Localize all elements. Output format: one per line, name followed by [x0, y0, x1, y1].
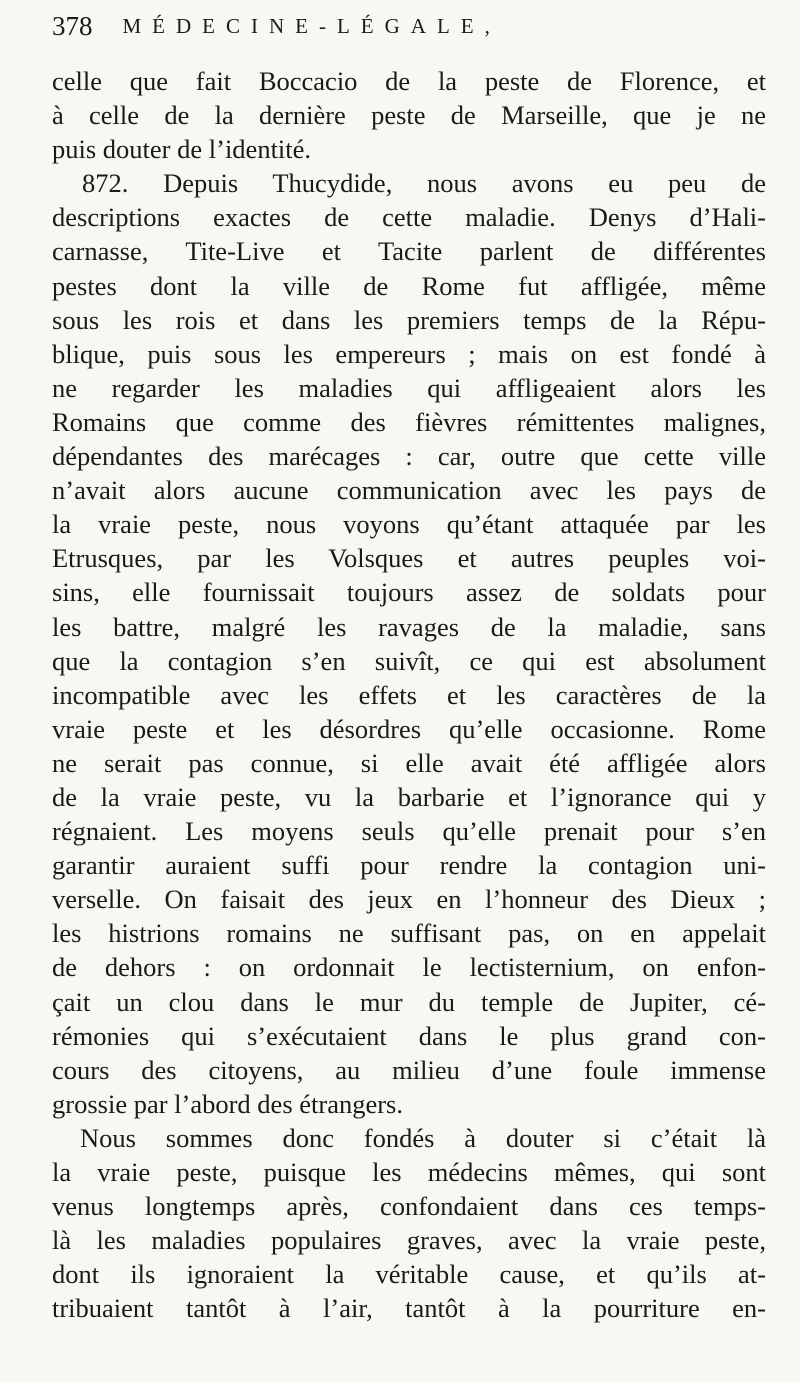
text-line: régnaient. Les moyens seuls qu’elle prenait pour s’en	[52, 816, 766, 847]
text-line: sins, elle fournissait toujours assez de soldats pour	[52, 577, 766, 608]
text-line: de dehors : on ordonnait le lectisternium, on enfon-	[52, 952, 766, 983]
text-line: pestes dont la ville de Rome fut affligée, même	[52, 270, 766, 301]
text-line: venus longtemps après, confondaient dans ces temps-	[52, 1191, 766, 1222]
text-line: celle que fait Boccacio de la peste de Florence, et	[52, 66, 766, 96]
page-number: 378	[52, 10, 93, 41]
text-line: verselle. On faisait des jeux en l’honneur des Dieux ;	[52, 884, 766, 915]
text-line: Nous sommes donc fondés à douter si c’était là	[80, 1122, 766, 1153]
text-line: cours des citoyens, au milieu d’une foule immense	[52, 1054, 766, 1085]
text-line: ne regarder les maladies qui affligeaient alors les	[52, 372, 766, 403]
text-line: que la contagion s’en suivît, ce qui est absolument	[52, 645, 766, 676]
running-head: MÉDECINE-LÉGALE,	[122, 13, 501, 38]
text-line: incompatible avec les effets et les caractères de la	[52, 679, 766, 710]
text-line: vraie peste et les désordres qu’elle occasionne. Rome	[52, 713, 766, 744]
text-line: dont ils ignoraient la véritable cause, et qu’ils at-	[52, 1259, 766, 1290]
text-line: sous les rois et dans les premiers temps de la Répu-	[52, 304, 766, 335]
text-line: ne serait pas connue, si elle avait été affligée alors	[52, 747, 766, 778]
text-line: à celle de la dernière peste de Marseille, que je ne	[52, 100, 766, 131]
text-line: les histrions romains ne suffisant pas, on en appelait	[52, 918, 766, 949]
text-line: là les maladies populaires graves, avec la vraie peste,	[52, 1225, 766, 1256]
text-line: la vraie peste, puisque les médecins mêmes, qui sont	[52, 1157, 766, 1187]
text-line: blique, puis sous les empereurs ; mais on est fondé à	[52, 338, 766, 369]
text-line: la vraie peste, nous voyons qu’étant attaquée par les	[52, 509, 766, 540]
text-line: Romains que comme des fièvres rémittentes malignes,	[52, 406, 766, 437]
page-header	[52, 6, 752, 46]
text-line: descriptions exactes de cette maladie. Denys d’Hali-	[52, 202, 766, 233]
text-line: carnasse, Tite-Live et Tacite parlent de différentes	[52, 236, 766, 267]
text-line: puis douter de l’identité.	[52, 134, 312, 165]
text-line: n’avait alors aucune communication avec les pays de	[52, 475, 766, 506]
text-line: grossie par l’abord des étrangers.	[52, 1088, 403, 1119]
text-line: tribuaient tantôt à l’air, tantôt à la pourriture en-	[52, 1293, 766, 1324]
text-line: 872. Depuis Thucydide, nous avons eu peu de	[82, 168, 766, 199]
text-line: dépendantes des marécages : car, outre que cette ville	[52, 441, 766, 472]
text-line: garantir auraient suffi pour rendre la contagion uni-	[52, 850, 766, 881]
text-line: rémonies qui s’exécutaient dans le plus grand con-	[52, 1020, 766, 1051]
text-line: çait un clou dans le mur du temple de Jupiter, cé-	[52, 986, 766, 1017]
body-text	[52, 64, 766, 1325]
text-line: les battre, malgré les ravages de la maladie, sans	[52, 611, 766, 642]
text-line: de la vraie peste, vu la barbarie et l’ignorance qui y	[52, 781, 766, 812]
text-line: Etrusques, par les Volsques et autres peuples voi-	[52, 543, 766, 574]
